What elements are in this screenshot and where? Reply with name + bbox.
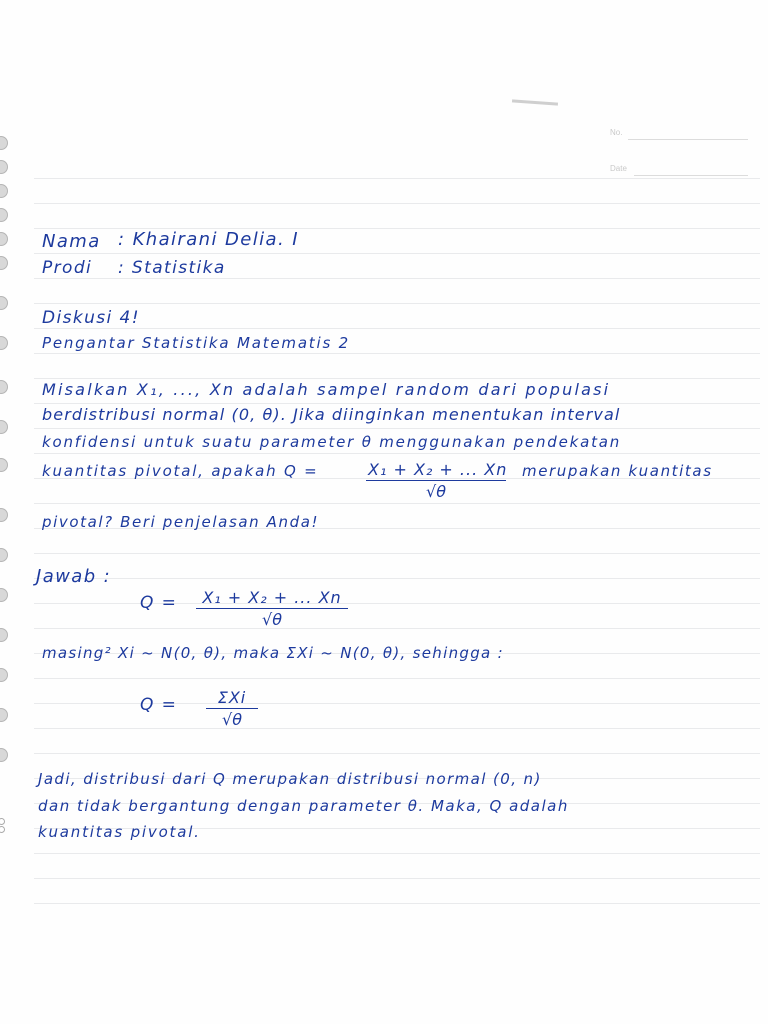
binder-hole: [0, 136, 8, 150]
scan-smudge: [512, 99, 558, 105]
ruled-line: [34, 853, 760, 854]
binder-hole: [0, 548, 8, 562]
ruled-line: [34, 353, 760, 354]
binder-hole: [0, 588, 8, 602]
conclusion-line-2: dan tidak bergantung dengan parameter θ. Maka, Q adalah: [38, 797, 569, 815]
binder-hole: [0, 208, 8, 222]
ruled-line: [34, 878, 760, 879]
conclusion-line-3: kuantitas pivotal.: [38, 823, 201, 841]
nama-value: : Khairani Delia. I: [118, 229, 299, 250]
fraction-denominator: √θ: [426, 482, 446, 501]
answer-fraction-2-numerator: ΣXi: [206, 688, 258, 709]
ruled-line: [34, 753, 760, 754]
date-label: Date: [610, 164, 627, 173]
course-title: Pengantar Statistika Matematis 2: [42, 334, 350, 352]
diskusi-title: Diskusi 4!: [42, 308, 140, 328]
binder-hole: [0, 458, 8, 472]
binder-hole: [0, 628, 8, 642]
conclusion-line-1: Jadi, distribusi dari Q merupakan distribusi normal (0, n): [38, 770, 542, 788]
answer-q2-lhs: Q =: [140, 695, 178, 715]
answer-fraction-2-denominator: √θ: [222, 710, 242, 729]
jawab-label: Jawab :: [36, 566, 112, 587]
prodi-value: : Statistika: [118, 258, 226, 278]
ruled-line: [34, 378, 760, 379]
answer-fraction-2: [206, 688, 258, 729]
fraction-numerator: X₁ + X₂ + ... Xn: [368, 460, 508, 479]
ruled-line: [34, 303, 760, 304]
ruled-line: [34, 203, 760, 204]
ruled-line: [34, 578, 760, 579]
ruled-line: [34, 403, 760, 404]
binder-hole: [0, 184, 8, 198]
binder-hole: [0, 380, 8, 394]
question-line-1: Misalkan X₁, ..., Xn adalah sampel random dari populasi: [42, 380, 611, 399]
ruled-line: [34, 178, 760, 179]
ruled-line: [34, 278, 760, 279]
ruled-line: [34, 678, 760, 679]
binder-hole: [0, 508, 8, 522]
binder-hole: [0, 296, 8, 310]
answer-fraction-1-denominator: √θ: [262, 610, 282, 629]
binder-hole: [0, 256, 8, 270]
question-line-4-start: kuantitas pivotal, apakah Q =: [42, 462, 319, 480]
ruled-line: [34, 553, 760, 554]
binder-hole: [0, 826, 5, 833]
pivot-fraction: [366, 460, 506, 501]
question-line-3: konfidensi untuk suatu parameter θ menggunakan pendekatan: [42, 433, 622, 451]
prodi-label: Prodi: [42, 258, 93, 278]
binder-hole: [0, 818, 5, 825]
ruled-line: [34, 253, 760, 254]
question-line-2: berdistribusi normal (0, θ). Jika diinginkan menentukan interval: [42, 405, 621, 424]
binder-hole: [0, 748, 8, 762]
ruled-line: [34, 453, 760, 454]
no-line: [628, 139, 748, 140]
binder-hole: [0, 232, 8, 246]
answer-q-lhs: Q =: [140, 593, 178, 613]
answer-masing-line: masing² Xi ~ N(0, θ), maka ΣXi ~ N(0, θ), sehingga :: [42, 644, 504, 662]
binder-hole: [0, 420, 8, 434]
answer-fraction-1: [196, 588, 348, 629]
ruled-line: [34, 728, 760, 729]
ruled-line: [34, 503, 760, 504]
binder-hole: [0, 336, 8, 350]
ruled-line: [34, 903, 760, 904]
question-line-4-end: merupakan kuantitas: [522, 462, 713, 480]
ruled-line: [34, 628, 760, 629]
binder-hole: [0, 708, 8, 722]
nama-label: Nama: [42, 231, 101, 252]
date-line: [634, 175, 748, 176]
no-label: No.: [610, 128, 623, 137]
question-line-5: pivotal? Beri penjelasan Anda!: [42, 513, 320, 531]
binder-hole: [0, 160, 8, 174]
ruled-line: [34, 328, 760, 329]
binder-hole: [0, 668, 8, 682]
answer-fraction-1-numerator: X₁ + X₂ + ... Xn: [196, 588, 348, 609]
ruled-line: [34, 428, 760, 429]
